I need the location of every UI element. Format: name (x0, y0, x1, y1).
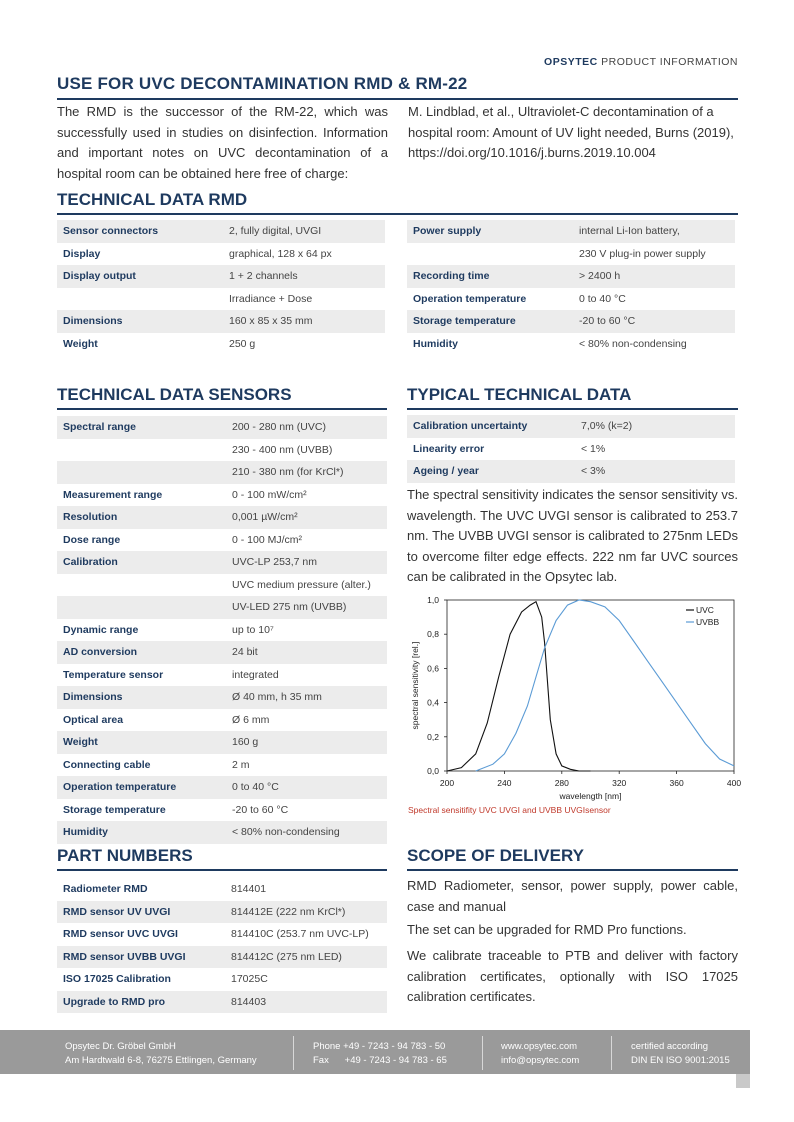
delivery-heading: SCOPE OF DELIVERY (407, 846, 738, 871)
chart-x-tick-label: 360 (669, 778, 684, 788)
row-value: > 2400 h (573, 265, 735, 288)
row-value: 0 - 100 MJ/cm² (232, 533, 303, 546)
row-value: < 80% non-condensing (579, 337, 687, 350)
table-row (57, 439, 387, 462)
table-row (57, 574, 387, 597)
table-row (407, 310, 735, 333)
table-row (57, 878, 387, 901)
row-label: ISO 17025 Calibration (63, 973, 171, 986)
chart-plot-frame (447, 600, 734, 771)
row-value: 0,001 µW/cm² (226, 506, 387, 529)
row-value: Irradiance + Dose (229, 292, 313, 305)
chart-x-tick-label: 240 (497, 778, 512, 788)
row-value: graphical, 128 x 64 px (229, 247, 332, 260)
row-label: Dynamic range (63, 623, 139, 636)
chart-legend-label: UVBB (696, 617, 720, 627)
table-row (407, 220, 735, 243)
row-label: Temperature sensor (63, 668, 164, 681)
footer-divider (482, 1036, 483, 1070)
row-label: Radiometer RMD (63, 883, 148, 896)
sensors-heading: TECHNICAL DATA SENSORS (57, 385, 387, 410)
footer-company-name: Opsytec Dr. Gröbel GmbH (65, 1041, 176, 1052)
row-value: internal Li-Ion battery, (573, 220, 735, 243)
row-value: Ø 40 mm, h 35 mm (226, 686, 387, 709)
row-label: Upgrade to RMD pro (57, 991, 225, 1014)
row-value: 160 g (226, 731, 387, 754)
row-label: Operation temperature (57, 776, 226, 799)
row-value: 814403 (225, 991, 387, 1014)
row-label (407, 243, 573, 266)
chart-x-tick-label: 280 (554, 778, 569, 788)
brand-name: OPSYTEC (544, 56, 598, 68)
row-label: RMD sensor UVC UVGI (63, 928, 178, 941)
table-row (407, 415, 735, 438)
table-row (57, 506, 387, 529)
table-row (57, 551, 387, 574)
table-row (57, 991, 387, 1014)
row-label: Sensor connectors (57, 220, 223, 243)
footer-phone-block (313, 1040, 447, 1068)
chart-x-tick-label: 200 (439, 778, 455, 788)
row-value: 814412C (275 nm LED) (225, 946, 387, 969)
row-label (57, 574, 226, 597)
row-label: Weight (63, 337, 98, 350)
table-row (407, 333, 735, 356)
table-row (407, 265, 735, 288)
row-value: < 1% (581, 442, 606, 455)
row-value: < 80% non-condensing (226, 821, 387, 844)
table-row (407, 243, 735, 266)
tech-rmd-left-table (57, 220, 385, 355)
chart-x-axis-label: wavelength [nm] (559, 791, 622, 801)
table-row (57, 754, 387, 777)
table-row (57, 799, 387, 822)
row-value: 230 - 400 nm (UVBB) (232, 443, 333, 456)
table-row (57, 901, 387, 924)
table-row (57, 416, 387, 439)
row-label: Weight (57, 731, 226, 754)
footer-cert-line-2: DIN EN ISO 9001:2015 (631, 1055, 730, 1066)
typical-table (407, 415, 735, 483)
table-row (57, 776, 387, 799)
chart-legend-label: UVC (696, 605, 714, 615)
footer-email-link[interactable]: info@opsytec.com (501, 1055, 580, 1066)
row-value: 210 - 380 nm (for KrCl*) (226, 461, 387, 484)
row-label: Recording time (407, 265, 573, 288)
footer-address: Am Hardtwald 6-8, 76275 Ettlingen, Germany (65, 1055, 257, 1066)
table-row (57, 686, 387, 709)
table-row (57, 243, 385, 266)
row-label: Storage temperature (407, 310, 573, 333)
footer-divider (611, 1036, 612, 1070)
table-row (57, 288, 385, 311)
tech-rmd-heading: TECHNICAL DATA RMD (57, 190, 738, 215)
row-label: Measurement range (63, 488, 163, 501)
table-row (57, 220, 385, 243)
footer-contact-block (501, 1040, 579, 1068)
table-row (57, 596, 387, 619)
row-label: Dimensions (57, 686, 226, 709)
parts-table (57, 878, 387, 1013)
row-value: 2 m (232, 758, 250, 771)
delivery-text-3: We calibrate traceable to PTB and deliver with factory calibration certificates, optionally with ISO 17025 calibration certificates. (407, 948, 738, 1004)
footer-divider (293, 1036, 294, 1070)
row-label: Optical area (63, 713, 124, 726)
chart-y-axis-label: spectral sensitivity [rel.] (410, 641, 420, 730)
footer-company (65, 1040, 257, 1068)
sensors-table (57, 416, 387, 844)
row-label (57, 288, 223, 311)
row-value: 1 + 2 channels (223, 265, 385, 288)
chart-caption: Spectral sensitifity UVC UVGI and UVBB UVGIsensor (408, 805, 611, 815)
spectral-chart (405, 592, 750, 804)
row-value: 814401 (231, 883, 267, 896)
row-label: Humidity (57, 821, 226, 844)
row-value: < 3% (575, 460, 735, 483)
row-label: AD conversion (57, 641, 226, 664)
footer-phone: Phone +49 - 7243 - 94 783 - 50 (313, 1041, 446, 1052)
row-label: Power supply (407, 220, 573, 243)
table-row (57, 709, 387, 732)
chart-y-tick-label: 0,8 (427, 629, 439, 640)
table-row (407, 438, 735, 461)
table-row (57, 619, 387, 642)
row-label: Calibration uncertainty (407, 415, 575, 438)
footer-fax: Fax +49 - 7243 - 94 783 - 65 (313, 1055, 447, 1066)
row-value: 814410C (253.7 nm UVC-LP) (231, 928, 369, 941)
row-label: RMD sensor UVBB UVGI (57, 946, 225, 969)
chart-x-tick-label: 320 (612, 778, 627, 788)
chart-x-tick-label: 400 (726, 778, 742, 788)
row-value: UV-LED 275 nm (UVBB) (226, 596, 387, 619)
row-value: 0 to 40 °C (579, 292, 626, 305)
table-row (57, 529, 387, 552)
row-label: Calibration (57, 551, 226, 574)
row-value: UVC-LP 253,7 nm (226, 551, 387, 574)
row-value: 7,0% (k=2) (575, 415, 735, 438)
table-row (57, 310, 385, 333)
footer-website-link[interactable]: www.opsytec.com (501, 1041, 578, 1052)
row-label: Ageing / year (407, 460, 575, 483)
table-row (57, 821, 387, 844)
typical-heading: TYPICAL TECHNICAL DATA (407, 385, 738, 410)
row-label: Resolution (57, 506, 226, 529)
table-row (57, 265, 385, 288)
row-value: 160 x 85 x 35 mm (223, 310, 385, 333)
row-value: 230 V plug-in power supply (579, 247, 706, 260)
table-row (57, 461, 387, 484)
typical-text: The spectral sensitivity indicates the sensor sensitivity vs. wavelength. The UVC UVGI sensor is calibrated to 253.7 nm. The UVBB UVGI sensor is calibrated to 275nm LEDs to overcome filter edge effects. 222 nm far UVC sources can be calibrated in the Opsytec lab. (407, 487, 738, 584)
delivery-text-1: RMD Radiometer, sensor, power supply, power cable, case and manual (407, 878, 738, 914)
table-row (57, 641, 387, 664)
row-value: 814412E (222 nm KrCl*) (225, 901, 387, 924)
row-label (57, 461, 226, 484)
row-label: RMD sensor UV UVGI (57, 901, 225, 924)
row-value: -20 to 60 °C (232, 803, 289, 816)
chart-series-line-uvc (447, 602, 591, 771)
row-value: 200 - 280 nm (UVC) (226, 416, 387, 439)
delivery-text-2: The set can be upgraded for RMD Pro functions. (407, 922, 687, 937)
row-label: Storage temperature (63, 803, 166, 816)
row-label: Display (63, 247, 101, 260)
row-label: Connecting cable (63, 758, 151, 771)
brand-subtitle: PRODUCT INFORMATION (597, 56, 738, 68)
row-label: Spectral range (57, 416, 226, 439)
row-value: 2, fully digital, UVGI (223, 220, 385, 243)
table-row (57, 333, 385, 356)
row-value: 24 bit (226, 641, 387, 664)
row-value: integrated (232, 668, 279, 681)
row-value: -20 to 60 °C (573, 310, 735, 333)
row-label: Linearity error (413, 442, 485, 455)
parts-heading: PART NUMBERS (57, 846, 387, 871)
table-row (57, 968, 387, 991)
table-row (57, 664, 387, 687)
brand-line (544, 56, 738, 68)
row-value: 17025C (231, 973, 268, 986)
chart-y-tick-label: 1,0 (427, 595, 439, 605)
chart-y-tick-label: 0,4 (427, 697, 439, 708)
table-row (57, 923, 387, 946)
row-label: Dimensions (57, 310, 223, 333)
footer-corner (736, 1074, 750, 1088)
row-label (57, 596, 226, 619)
chart-y-tick-label: 0,0 (427, 766, 439, 776)
row-value: Ø 6 mm (232, 713, 270, 726)
row-value: 0 to 40 °C (226, 776, 387, 799)
row-value: UVC medium pressure (alter.) (232, 578, 371, 591)
row-label: Operation temperature (413, 292, 527, 305)
row-label: Humidity (413, 337, 458, 350)
table-row (57, 731, 387, 754)
chart-y-tick-label: 0,6 (427, 663, 439, 674)
page-title: USE FOR UVC DECONTAMINATION RMD & RM-22 (57, 74, 738, 100)
footer-cert-line-1: certified according (631, 1041, 709, 1052)
table-row (57, 484, 387, 507)
row-label (57, 439, 226, 462)
row-label: Display output (57, 265, 223, 288)
table-row (407, 288, 735, 311)
footer-cert-block (631, 1040, 730, 1068)
intro-reference: M. Lindblad, et al., Ultraviolet-C decontamination of a hospital room: Amount of UV light needed, Burns (2019), https://doi.org/10.1016/j.burns.2019.10.004 (408, 104, 734, 160)
tech-rmd-right-table (407, 220, 735, 355)
chart-y-tick-label: 0,2 (427, 731, 439, 742)
row-value: 0 - 100 mW/cm² (232, 488, 307, 501)
table-row (57, 946, 387, 969)
row-label: Dose range (63, 533, 121, 546)
row-value: up to 10⁷ (232, 623, 274, 636)
row-value: 250 g (229, 337, 256, 350)
intro-left: The RMD is the successor of the RM-22, which was successfully used in studies on disinfection. Information and important notes on UVC decontamination of a hospital room can be obtained here free of charge: (57, 104, 388, 181)
table-row (407, 460, 735, 483)
